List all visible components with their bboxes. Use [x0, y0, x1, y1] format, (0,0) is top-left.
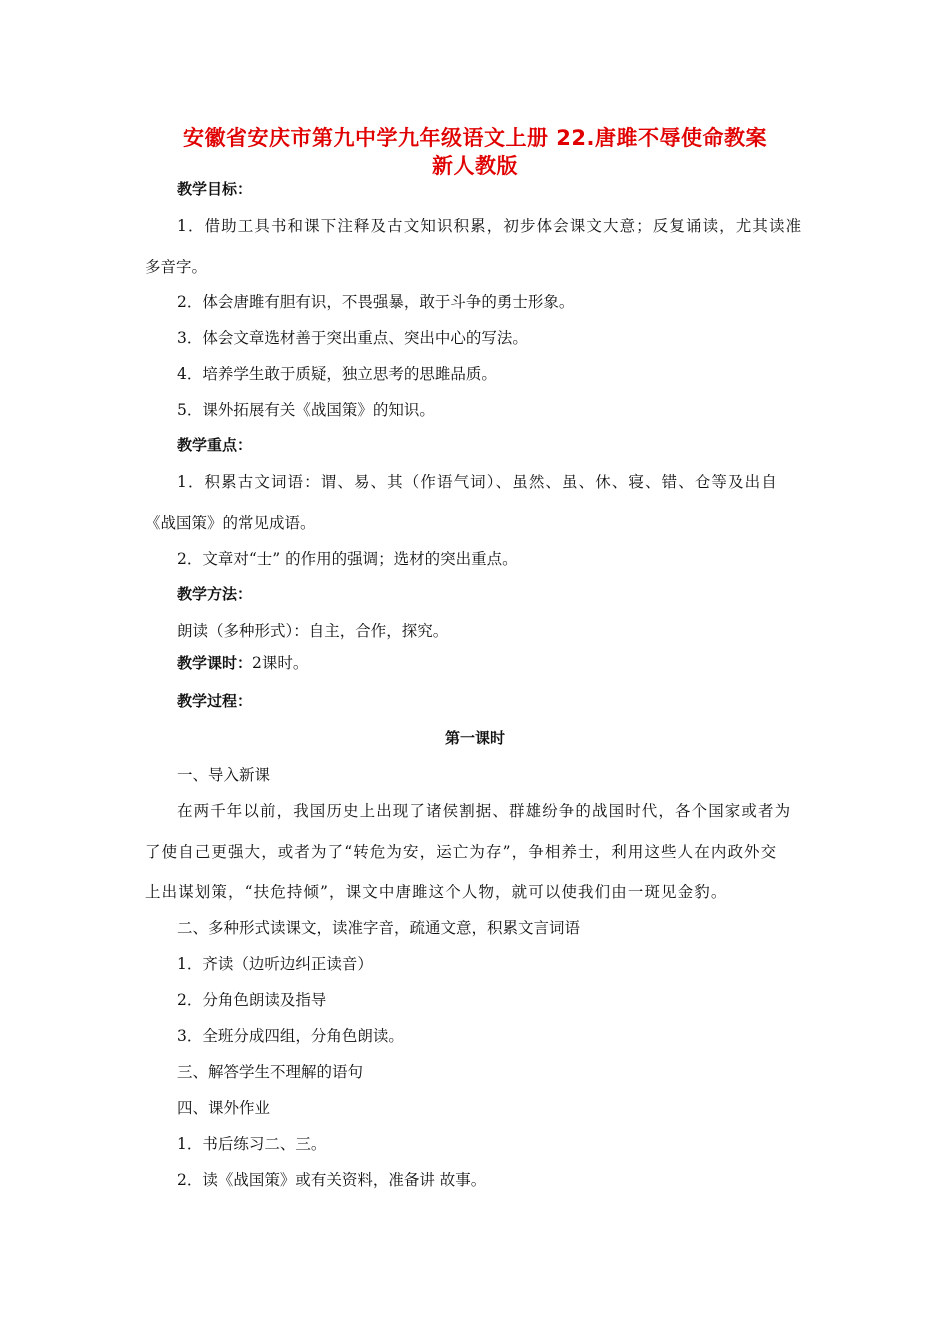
section1-paragraph-line3: 上出谋划策，“扶危持倾”，课文中唐雎这个人物，就可以使我们由一斑见金豹。: [145, 883, 728, 901]
lesson1-title: 第一课时: [444, 729, 505, 747]
hours-heading: 教学课时：: [177, 654, 253, 672]
goals-item-2: 2．体会唐雎有胆有识，不畏强暴，敢于斗争的勇士形象。: [177, 293, 575, 311]
document-title-line1: 安徽省安庆市第九中学九年级语文上册 22.唐雎不辱使命教案: [182, 126, 767, 150]
section1-paragraph-line2: 了使自己更强大，或者为了“转危为安，运亡为存”，争相养士，利用这些人在内政外交: [145, 843, 778, 861]
hours-line: [177, 651, 308, 673]
section2-item-2: 2．分角色朗读及指导: [177, 991, 327, 1009]
document-title-line2: 新人教版: [432, 154, 518, 178]
section2-item-3: 3．全班分成四组，分角色朗读。: [177, 1027, 404, 1045]
process-heading: 教学过程：: [177, 692, 253, 710]
focus-item-1-cont: 《战国策》的常见成语。: [145, 514, 316, 532]
goals-item-5: 5．课外拓展有关《战国策》的知识。: [177, 401, 435, 419]
focus-heading: 教学重点：: [177, 436, 253, 454]
section4-item-2: 2．读《战国策》或有关资料，准备讲 故事。: [177, 1171, 487, 1189]
focus-item-1: 1．积累古文词语：谓、易、其（作语气词）、虽然、虽、休、寝、错、仓等及出自: [177, 473, 778, 491]
section1-heading: 一、导入新课: [177, 766, 271, 784]
section4-heading: 四、课外作业: [177, 1099, 271, 1117]
method-heading: 教学方法：: [177, 585, 253, 603]
goals-item-1-cont: 多音字。: [145, 258, 208, 276]
goals-item-3: 3．体会文章选材善于突出重点、突出中心的写法。: [177, 329, 528, 347]
focus-item-2: 2．文章对“士” 的作用的强调；选材的突出重点。: [177, 550, 518, 568]
section2-heading: 二、多种形式读课文，读准字音，疏通文意，积累文言词语: [177, 919, 581, 937]
method-text: 朗读（多种形式）：自主，合作，探究。: [177, 622, 449, 640]
section2-item-1: 1．齐读（边听边纠正读音）: [177, 955, 373, 973]
section4-item-1: 1．书后练习二、三。: [177, 1135, 327, 1153]
goals-item-4: 4．培养学生敢于质疑，独立思考的思雎品质。: [177, 365, 497, 383]
hours-text: 2课时。: [252, 654, 309, 672]
section3-heading: 三、解答学生不理解的语句: [177, 1063, 364, 1081]
section1-paragraph-line1: 在两千年以前，我国历史上出现了诸侯割据、群雄纷争的战国时代，各个国家或者为: [177, 802, 792, 820]
goals-item-1: 1．借助工具书和课下注释及古文知识积累，初步体会课文大意；反复诵读，尤其读准: [177, 217, 803, 235]
goals-heading: 教学目标：: [177, 180, 253, 198]
